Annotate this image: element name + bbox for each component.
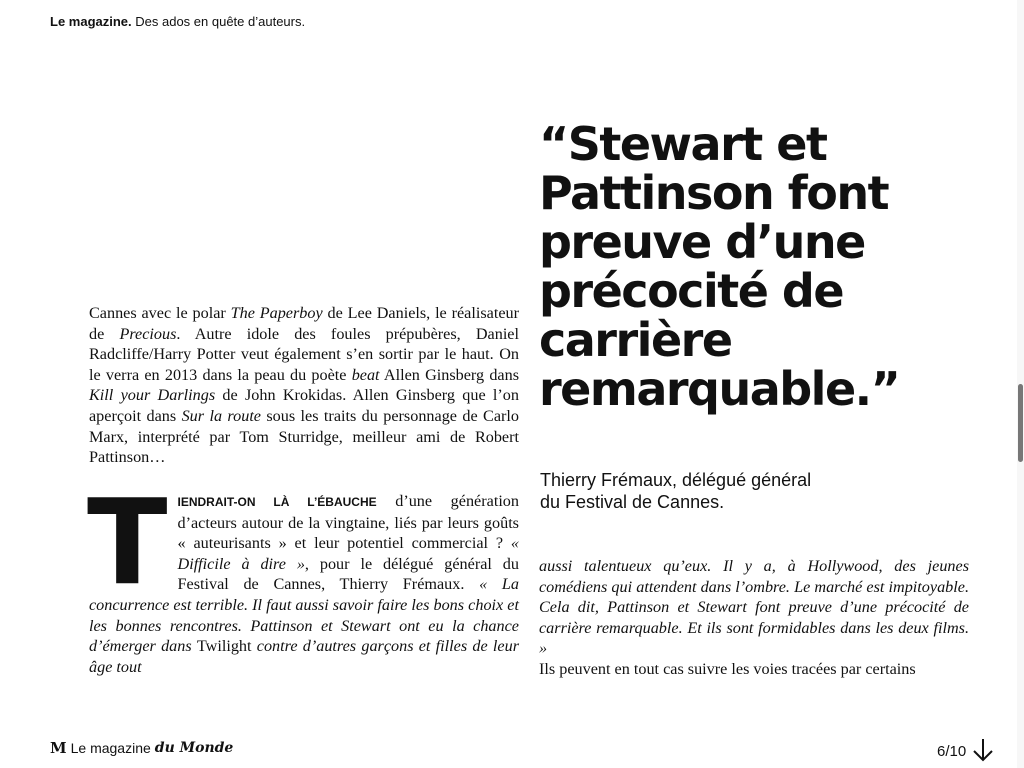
page-header [50, 14, 305, 29]
scrollbar-thumb[interactable] [1018, 384, 1023, 462]
magazine-logo [50, 739, 233, 757]
arrow-down-icon[interactable] [972, 738, 994, 765]
pull-quote: “Stewart et Pattinson font preuve d’une précocité de carrière remarquable.” [539, 117, 900, 416]
header-section: Le magazine. [50, 14, 132, 29]
article-column-2 [539, 556, 969, 680]
lead-in: IENDRAIT-ON LÀ L’ÉBAUCHE [177, 495, 377, 509]
logo-text: Le magazine [70, 740, 151, 756]
attribution-line-2: du Festival de Cannes. [540, 492, 725, 512]
article-paragraph-2: TIENDRAIT-ON LÀ L’ÉBAUCHE d’une génération d’acteurs autour de la vingtaine, liés par leurs goûts « auteurisants » et leur potentiel commercial ? « Difficile à dire », pour le délégué général du Festival de Cannes, Thierry Frémaux. « La concurrence est terrible. Il faut aussi savoir faire les bons choix et les bonnes rencontres. Pattinson et Stewart ont eu la chance d’émerger dans Twilight contre d’autres garçons et filles de leur âge tout [87, 473, 519, 676]
header-subtitle: Des ados en quête d’auteurs. [135, 14, 306, 29]
drop-cap: T [87, 473, 168, 611]
article-paragraph-3: aussi talentueux qu’eux. Il y a, à Hollywood, des jeunes comédiens qui attendent dans l’ombre. Le marché est impitoyable. Cela dit, Pattinson et Stewart font preuve d’une précocité de carrière remarquable. Et ils sont formidables dans les deux films. » [539, 557, 969, 658]
logo-du-monde: du Monde [154, 740, 234, 756]
pagination [937, 738, 994, 765]
attribution-line-1: Thierry Frémaux, délégué général [540, 470, 812, 490]
article-paragraph-4: Ils peuvent en tout cas suivre les voies tracées par certains [539, 659, 916, 678]
article-paragraph-1: Cannes avec le polar The Paperboy de Lee Daniels, le réalisateur de Precious. Autre idole des foules prépubères, Daniel Radcliffe/Harry Potter veut également s’en sortir par le haut. On le verra en 2013 dans la peau du poète beat Allen Ginsberg dans Kill your Darlings de John Krokidas. Allen Ginsberg que l’on aperçoit dans Sur la route sous les traits du personnage de Carlo Marx, interprété par Tom Sturridge, meilleur ami de Robert Pattinson… [89, 304, 520, 467]
quote-attribution [540, 469, 940, 513]
le-monde-m-logo: M [50, 739, 67, 757]
page-indicator: 6/10 [937, 743, 967, 760]
